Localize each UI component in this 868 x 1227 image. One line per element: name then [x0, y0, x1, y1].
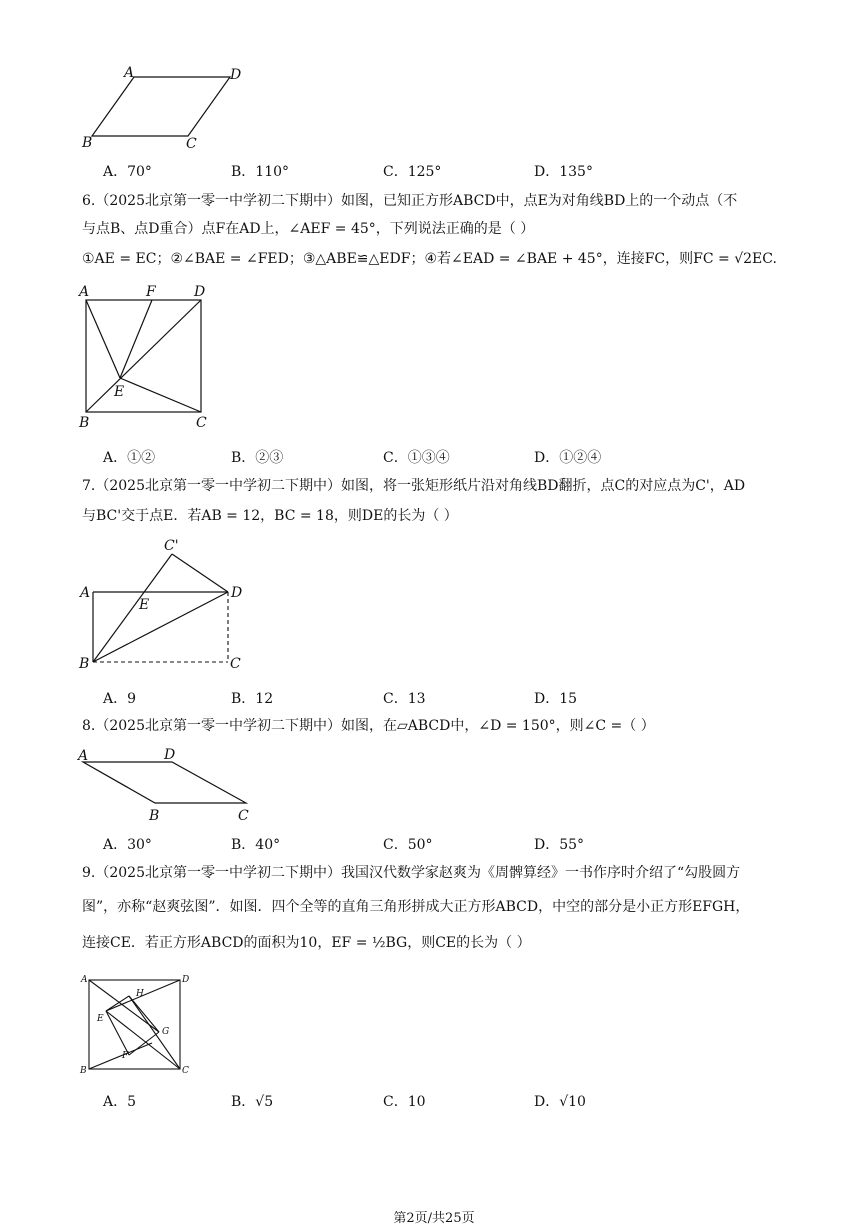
q6-label-f: F: [146, 284, 156, 300]
q5-parallelogram-figure: [80, 64, 260, 154]
q6-option-b[interactable]: B．②③: [231, 450, 284, 466]
q5-option-d[interactable]: D．135°: [534, 164, 593, 180]
q6-label-e: E: [114, 384, 125, 400]
q7-label-d: D: [231, 585, 243, 601]
q5-option-b[interactable]: B．110°: [231, 164, 290, 180]
q7-option-a[interactable]: A．9: [103, 691, 137, 707]
q9-option-d[interactable]: D．√10: [534, 1094, 586, 1110]
q8-option-d[interactable]: D．55°: [534, 837, 585, 853]
q7-option-b[interactable]: B．12: [231, 691, 274, 707]
q7-label-b: B: [79, 656, 90, 672]
q9-label-g: G: [162, 1027, 170, 1037]
q6-stem-line-1: 6.（2025北京第一零一中学初二下期中）如图，已知正方形ABCD中，点E为对角线BD上的一个动点（不: [82, 193, 738, 209]
q8-option-a[interactable]: A．30°: [103, 837, 152, 853]
q7-label-a: A: [80, 585, 91, 601]
q8-label-b: B: [149, 808, 160, 824]
q8-label-c: C: [238, 808, 249, 824]
q9-zhao-shuang-figure: [78, 972, 198, 1082]
q7-label-c-prime: C': [164, 538, 179, 554]
q5-option-c[interactable]: C．125°: [383, 164, 442, 180]
q7-label-c: C: [230, 656, 241, 672]
q9-option-a[interactable]: A．5: [103, 1094, 137, 1110]
q9-label-a: A: [81, 975, 88, 985]
q9-stem-line-1: 9.（2025北京第一零一中学初二下期中）我国汉代数学家赵爽为《周髀算经》一书作序时介绍了“勾股圆方: [82, 865, 741, 881]
q5-option-a[interactable]: A．70°: [103, 164, 152, 180]
q6-label-c: C: [196, 415, 207, 431]
q6-option-c[interactable]: C．①③④: [383, 450, 450, 466]
q7-stem-line-2: 与BC'交于点E．若AB = 12，BC = 18，则DE的长为（ ）: [82, 508, 458, 524]
q6-option-d[interactable]: D．①②④: [534, 450, 602, 466]
q8-label-a: A: [78, 748, 89, 764]
q8-stem-line-1: 8.（2025北京第一零一中学初二下期中）如图，在▱ABCD中，∠D = 150°，则∠C =（ ）: [82, 718, 655, 734]
q6-label-d: D: [194, 284, 206, 300]
q8-option-c[interactable]: C．50°: [383, 837, 433, 853]
q9-label-d: D: [182, 975, 190, 985]
q9-label-f: F: [122, 1051, 129, 1061]
q6-label-a: A: [79, 284, 90, 300]
q6-square-figure: [76, 280, 226, 430]
q7-label-e: E: [139, 597, 150, 613]
page-footer: 第2页/共25页: [393, 1211, 475, 1226]
q7-stem-line-1: 7.（2025北京第一零一中学初二下期中）如图，将一张矩形纸片沿对角线BD翻折，点C的对应点为C'，AD: [82, 478, 746, 494]
q5-label-a: A: [124, 65, 135, 81]
q7-option-c[interactable]: C．13: [383, 691, 426, 707]
q5-label-c: C: [186, 136, 197, 152]
q9-option-c[interactable]: C．10: [383, 1094, 426, 1110]
q7-rectangle-fold-figure: [76, 535, 256, 675]
q9-label-b: B: [80, 1066, 87, 1076]
q6-statements: ①AE = EC；②∠BAE = ∠FED；③△ABE≌△EDF；④若∠EAD = ∠BAE + 45°，连接FC，则FC = √2EC.: [82, 251, 777, 267]
q6-label-b: B: [79, 415, 90, 431]
q7-option-d[interactable]: D．15: [534, 691, 578, 707]
q8-option-b[interactable]: B．40°: [231, 837, 281, 853]
q6-option-a[interactable]: A．①②: [103, 450, 156, 466]
q6-stem-line-2: 与点B、点D重合）点F在AD上，∠AEF = 45°，下列说法正确的是（ ）: [82, 221, 535, 237]
q5-label-b: B: [82, 135, 93, 151]
q9-label-e: E: [97, 1014, 104, 1024]
q9-option-b[interactable]: B．√5: [231, 1094, 274, 1110]
q8-parallelogram-figure: [76, 742, 266, 827]
q5-label-d: D: [230, 67, 242, 83]
q9-stem-line-3: 连接CE．若正方形ABCD的面积为10，EF = ½BG，则CE的长为（ ）: [82, 935, 531, 951]
q8-label-d: D: [164, 747, 176, 763]
q9-label-c: C: [182, 1066, 189, 1076]
q9-label-h: H: [136, 989, 144, 999]
q9-stem-line-2: 图”，亦称“赵爽弦图”．如图．四个全等的直角三角形拼成大正方形ABCD，中空的部分是小正方形EFGH，: [82, 899, 750, 915]
